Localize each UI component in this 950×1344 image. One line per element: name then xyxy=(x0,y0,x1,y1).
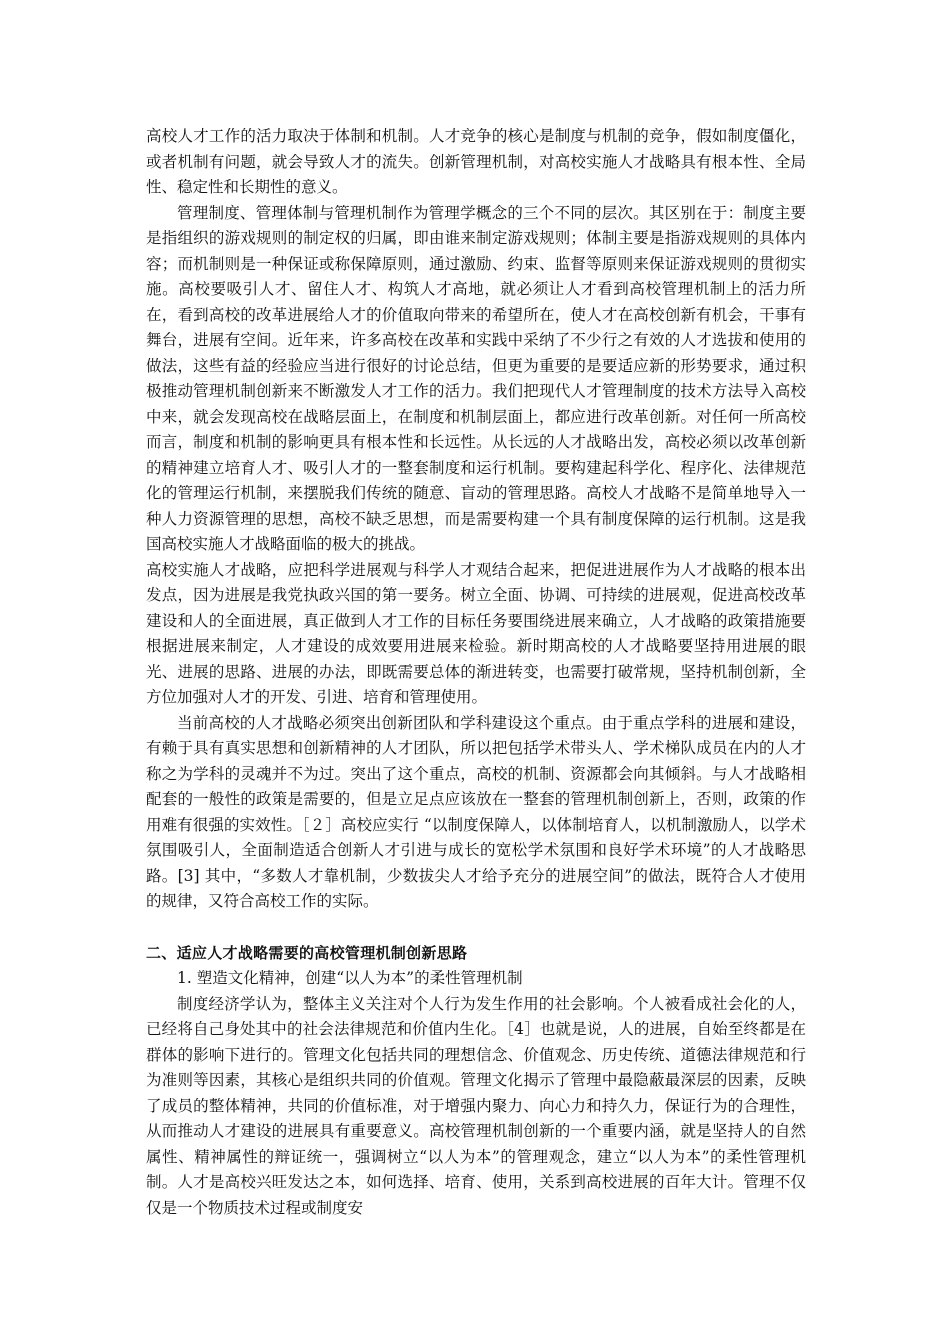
section-gap xyxy=(146,915,806,941)
document-body xyxy=(146,124,806,1221)
paragraph-3: 高校实施人才战略，应把科学进展观与科学人才观结合起来，把促进进展作为人才战略的根本出发点，因为进展是我党执政兴国的第一要务。树立全面、协调、可持续的进展观，促进高校改革建设和人的全面进展，真正做到人才工作的目标任务要围绕进展来确立，人才战略的政策措施要根据进展来制定，人才建设的成效要用进展来检验。新时期高校的人才战略要坚持用进展的眼光、进展的思路、进展的办法，即既需要总体的渐进转变，也需要打破常规，坚持机制创新，全方位加强对人才的开发、引进、培育和管理使用。 xyxy=(146,560,806,706)
paragraph-4: 当前高校的人才战略必须突出创新团队和学科建设这个重点。由于重点学科的进展和建设，有赖于具有真实思想和创新精神的人才团队，所以把包括学术带头人、学术梯队成员在内的人才称之为学科的灵魂并不为过。突出了这个重点，高校的机制、资源都会向其倾斜。与人才战略相配套的一般性的政策是需要的，但是立足点应该放在一整套的管理机制创新上，否则，政策的作用难有很强的实效性。［２］高校应实行 “以制度保障人，以体制培育人，以机制激励人，以学术氛围吸引人，全面制造适合创新人才引进与成长的宽松学术氛围和良好学术环境”的人才战略思路。[3] 其中，“多数人才靠机制，少数拔尖人才给予充分的进展空间”的做法，既符合人才使用的规律，又符合高校工作的实际。 xyxy=(146,713,806,910)
section-heading: 二、适应人才战略需要的高校管理机制创新思路 xyxy=(146,943,468,962)
paragraph-5: 制度经济学认为，整体主义关注对个人行为发生作用的社会影响。个人被看成社会化的人，已经将自己身处其中的社会法律规范和价值内生化。［4］也就是说，人的进展，自始至终都是在群体的影响下进行的。管理文化包括共同的理想信念、价值观念、历史传统、道德法律规范和行为准则等因素，其核心是组织共同的价值观。管理文化揭示了管理中最隐蔽最深层的因素，反映了成员的整体精神，共同的价值标准，对于增强内聚力、向心力和持久力，保证行为的合理性，从而推动人才建设的进展具有重要意义。高校管理机制创新的一个重要内涵，就是坚持人的自然属性、精神属性的辩证统一，强调树立“以人为本”的管理观念，建立“以人为本”的柔性管理机制。人才是高校兴旺发达之本，如何选择、培育、使用，关系到高校进展的百年大计。管理不仅仅是一个物质技术过程或制度安 xyxy=(146,994,806,1217)
paragraph-2: 管理制度、管理体制与管理机制作为管理学概念的三个不同的层次。其区别在于：制度主要是指组织的游戏规则的制定权的归属，即由谁来制定游戏规则；体制主要是指游戏规则的具体内容；而机制则是一种保证或称保障原则，通过激励、约束、监督等原则来保证游戏规则的贯彻实施。高校要吸引人才、留住人才、构筑人才高地，就必须让人才看到高校管理机制上的活力所在，看到高校的改革进展给人才的价值取向带来的希望所在，使人才在高校创新有机会，干事有舞台，进展有空间。近年来，许多高校在改革和实践中采纳了不少行之有效的人才选拔和使用的做法，这些有益的经验应当进行很好的讨论总结，但更为重要的是要适应新的形势要求，通过积极推动管理机制创新来不断激发人才工作的活力。我们把现代人才管理制度的技术方法导入高校中来，就会发现高校在战略层面上，在制度和机制层面上，都应进行改革创新。对任何一所高校而言，制度和机制的影响更具有根本性和长远性。从长远的人才战略出发，高校必须以改革创新的精神建立培育人才、吸引人才的一整套制度和运行机制。要构建起科学化、程序化、法律规范化的管理运行机制，来摆脱我们传统的随意、盲动的管理思路。高校人才战略不是简单地导入一种人力资源管理的思想，高校不缺乏思想，而是需要构建一个具有制度保障的运行机制。这是我国高校实施人才战略面临的极大的挑战。 xyxy=(146,203,806,553)
paragraph-1: 高校人才工作的活力取决于体制和机制。人才竞争的核心是制度与机制的竞争，假如制度僵化，或者机制有问题，就会导致人才的流失。创新管理机制，对高校实施人才战略具有根本性、全局性、稳定性和长期性的意义。 xyxy=(146,127,806,196)
subsection-heading: 1. 塑造文化精神，创建“以人为本”的柔性管理机制 xyxy=(177,969,523,987)
